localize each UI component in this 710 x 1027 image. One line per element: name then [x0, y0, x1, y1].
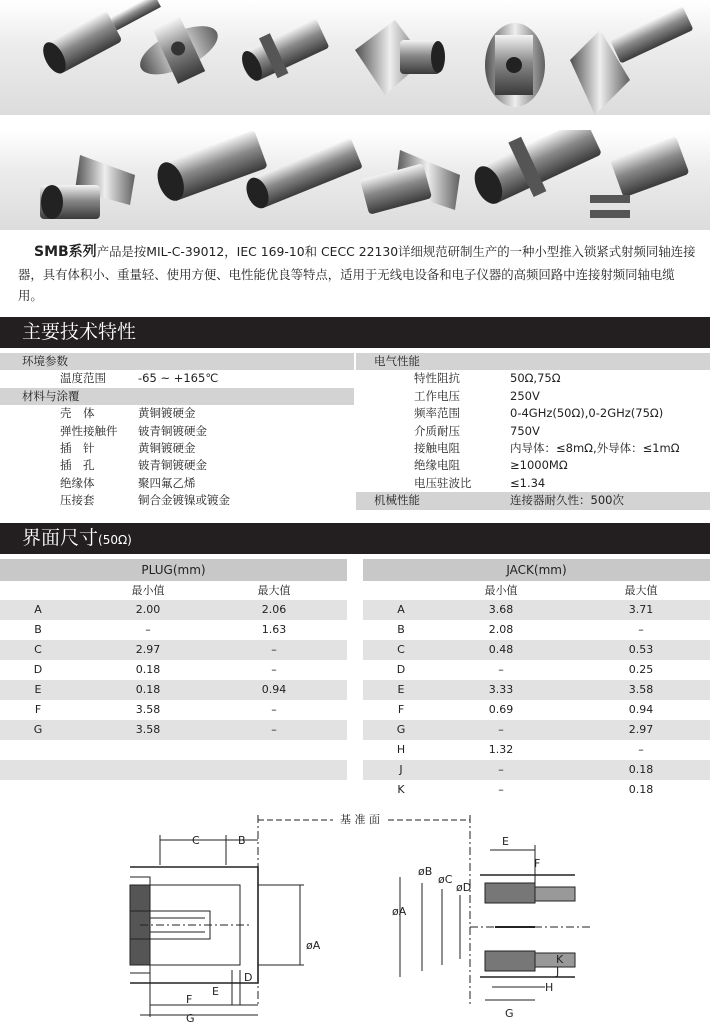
dimension-min: 0.48 [488, 643, 514, 656]
dimension-min: 3.68 [488, 603, 514, 616]
plug-table-subheader: 最小值 最大值 [131, 584, 291, 597]
dimension-row [363, 660, 710, 680]
dimension-dim: B [397, 623, 405, 636]
dimension-dim: A [397, 603, 405, 616]
dimension-max: 1.63 [261, 623, 287, 636]
plug-drawing [130, 834, 321, 1023]
dimension-row [0, 660, 347, 680]
spec-row-temp: 温度范围 -65 ~ +165℃ [60, 371, 219, 386]
dimension-dim: K [397, 783, 405, 796]
plug-dim-label: E [212, 985, 219, 998]
dimension-row [0, 640, 347, 660]
product-photo-row-2 [0, 130, 710, 230]
dimension-max: – [271, 643, 277, 656]
dimension-max: – [638, 743, 644, 756]
dimension-min: 2.00 [135, 603, 161, 616]
jack-table-subheader: 最小值 最大值 [484, 584, 658, 597]
plug-dim-label: C [192, 834, 200, 847]
jack-dim-label: øC [438, 873, 453, 886]
jack-dimension-table [363, 559, 710, 800]
dimension-row [363, 680, 710, 700]
dimension-dim: B [34, 623, 42, 636]
plug-dim-label: G [186, 1012, 195, 1023]
connector-photos-top [0, 0, 710, 115]
dimension-row [363, 720, 710, 740]
jack-drawing [392, 835, 590, 1020]
product-photo-row-1 [0, 0, 710, 115]
dimension-row [363, 760, 710, 780]
intro-text: 产品是按MIL-C-39012，IEC 169-10和 CECC 22130详细规范研制生产的一种小型推入锁紧式射频同轴连接器，具有体积小、重量轻、使用方便、电性能优良等特点，适用于无线电设备和电子仪器的高频回路中连接射频同轴电缆用。 [18, 244, 696, 303]
dimension-max: 0.18 [628, 763, 654, 776]
dimension-min: – [498, 783, 504, 796]
dimension-min: 2.08 [488, 623, 514, 636]
spec-row-material: 压接套 铜合金镀镍或镀金 [60, 493, 230, 508]
jack-dim-label: F [534, 857, 541, 870]
dimension-min: – [498, 723, 504, 736]
jack-dim-label: øA [392, 905, 407, 918]
dimension-min: 3.58 [135, 703, 161, 716]
jack-dim-label: øB [418, 865, 433, 878]
connector-photo [128, 5, 229, 95]
specs-right-column [356, 353, 710, 510]
spec-row-electrical: 介质耐压 750V [414, 423, 540, 438]
dimension-max: – [271, 663, 277, 676]
dimension-row [0, 740, 347, 760]
plug-dim-label: F [186, 993, 193, 1006]
specs-section-title: 主要技术特性 [0, 317, 710, 348]
dimension-min: 3.58 [135, 723, 161, 736]
dimension-max: 0.94 [628, 703, 654, 716]
plug-dim-label: B [238, 834, 246, 847]
jack-dim-label: E [502, 835, 509, 848]
dimension-dim: G [396, 723, 406, 736]
dimension-row [0, 620, 347, 640]
connector-photo [485, 23, 545, 107]
dimension-row [363, 780, 710, 800]
interface-section-title: 界面尺寸(50Ω) [0, 523, 710, 554]
dimension-row [363, 740, 710, 760]
connector-photo [590, 136, 689, 218]
dimension-max: 0.25 [628, 663, 654, 676]
spec-row-material: 壳 体 黄铜镀硬金 [60, 406, 196, 421]
connector-photo [355, 20, 445, 95]
interface-drawing [0, 805, 710, 1023]
dimension-dim: C [34, 643, 42, 656]
connector-photos-bottom [0, 130, 710, 230]
dimension-row [0, 760, 347, 780]
plug-dim-label: D [244, 971, 253, 984]
dimension-max: – [271, 723, 277, 736]
dimension-max: 3.71 [628, 603, 654, 616]
dimension-dim: F [397, 703, 405, 716]
connector-photo [465, 130, 606, 217]
connector-photo [570, 6, 693, 115]
spec-row-material: 绝缘体 聚四氟乙烯 [60, 475, 196, 490]
series-name: SMB系列 [34, 244, 97, 260]
spec-row-electrical: 电压驻波比 ≤1.34 [414, 475, 546, 490]
dimension-dim: E [34, 683, 42, 696]
dimension-dim: C [397, 643, 405, 656]
dimension-max: 0.94 [261, 683, 287, 696]
dimension-row [0, 700, 347, 720]
spec-row-electrical: 绝缘电阻 ≥1000MΩ [414, 458, 568, 473]
dimension-min: 3.33 [488, 683, 514, 696]
connector-photo [360, 150, 460, 215]
dimension-drawing-svg [0, 805, 710, 1023]
spec-row-electrical: 接触电阻 内导体：≤8mΩ,外导体：≤1mΩ [414, 440, 680, 455]
spec-row-electrical: 频率范围 0-4GHz(50Ω),0-2GHz(75Ω) [414, 406, 664, 421]
dimension-dim: A [34, 603, 42, 616]
plug-table-title: PLUG(mm) [0, 559, 347, 581]
dimension-row [363, 620, 710, 640]
connector-photo [40, 155, 135, 219]
dimension-row [0, 600, 347, 620]
spec-row-electrical: 工作电压 250V [414, 388, 540, 403]
dimension-dim: D [33, 663, 43, 676]
spec-row-electrical: 特性阻抗 50Ω,75Ω [414, 371, 561, 386]
dimension-min: – [498, 663, 504, 676]
dimension-min: 0.18 [135, 663, 161, 676]
spec-row-material: 插 孔 铍青铜镀硬金 [60, 458, 207, 473]
connector-photo [235, 13, 332, 89]
plug-dimension-table [0, 559, 347, 780]
dimension-dim: D [396, 663, 406, 676]
plug-dim-label: øA [306, 939, 321, 952]
dimension-dim: E [397, 683, 405, 696]
dimension-dim: F [34, 703, 42, 716]
dimension-max: 0.53 [628, 643, 654, 656]
dimension-max: – [271, 703, 277, 716]
dimension-row [0, 680, 347, 700]
electrical-header: 电气性能 [356, 353, 710, 370]
jack-dim-label: J [556, 965, 560, 978]
dimension-max: 2.97 [628, 723, 654, 736]
dimension-max: – [638, 623, 644, 636]
dimension-row [0, 720, 347, 740]
dimension-max: 0.18 [628, 783, 654, 796]
jack-dim-label: H [545, 981, 554, 994]
jack-dim-label: K [556, 953, 564, 966]
dimension-min: – [498, 763, 504, 776]
dimension-row [363, 640, 710, 660]
dimension-min: – [145, 623, 151, 636]
dimension-dim: H [396, 743, 406, 756]
env-header: 环境参数 [0, 353, 354, 370]
materials-header: 材料与涂覆 [0, 388, 354, 405]
spec-row-material: 插 针 黄铜镀硬金 [60, 440, 196, 455]
mechanical-row: 机械性能 连接器耐久性：500次 [356, 492, 710, 509]
dimension-max: 2.06 [261, 603, 287, 616]
dimension-max: 3.58 [628, 683, 654, 696]
jack-dim-label: G [505, 1007, 514, 1020]
dimension-row [363, 700, 710, 720]
reference-plane-label: 基 准 面 [340, 813, 380, 826]
specs-left-column [0, 353, 354, 510]
dimension-row [363, 600, 710, 620]
spec-row-material: 弹性接触件 铍青铜镀硬金 [60, 423, 207, 438]
dimension-min: 1.32 [488, 743, 514, 756]
jack-dim-label: øD [456, 881, 472, 894]
intro-paragraph [18, 241, 698, 307]
dimension-dim: G [33, 723, 43, 736]
dimension-min: 0.69 [488, 703, 514, 716]
jack-table-title: JACK(mm) [363, 559, 710, 581]
dimension-min: 2.97 [135, 643, 161, 656]
dimension-min: 0.18 [135, 683, 161, 696]
dimension-dim: J [399, 763, 403, 776]
